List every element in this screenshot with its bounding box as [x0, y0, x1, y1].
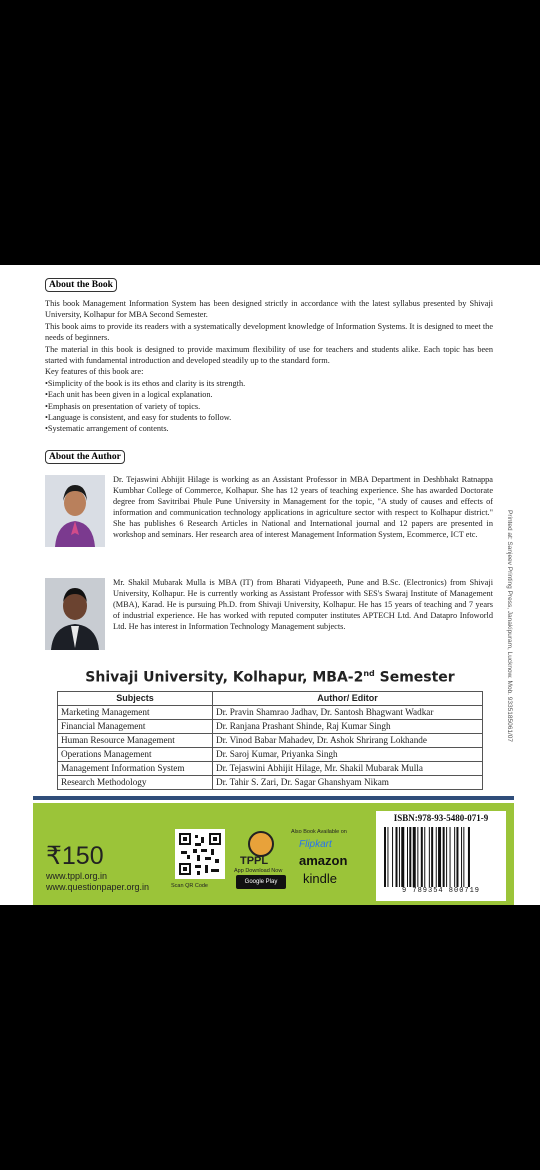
book-paragraph: This book aims to provide its readers with a systematically development knowledge of Information Systems. It is designed to meet the needs of beginners. [45, 321, 493, 343]
book-paragraph: This book Management Information System has been designed strictly in accordance with the latest syllabus presented by Shivaji University, Kolhapur for MBA Second Semester. [45, 299, 493, 320]
barcode-bar [436, 827, 437, 887]
google-play-badge: Google Play [236, 875, 286, 889]
barcode-bar [446, 827, 447, 887]
feature-item: • Emphasis on presentation of variety of topics. [45, 401, 493, 412]
barcode-bar [417, 827, 418, 887]
table-row [58, 762, 483, 776]
price: ₹150 [46, 842, 104, 870]
author-cell: Dr. Tahir S. Zari, Dr. Sagar Ghanshyam Nikam [213, 776, 483, 790]
feature-item: • Systematic arrangement of contents. [45, 423, 493, 434]
subject-cell: Operations Management [58, 748, 213, 762]
about-book-body [45, 298, 493, 435]
subject-cell: Financial Management [58, 720, 213, 734]
author-header: Author/ Editor [213, 692, 483, 706]
table-title-main: Shivaji University, Kolhapur, MBA-2 [85, 669, 364, 686]
author-cell: Dr. Ranjana Prashant Shinde, Raj Kumar Singh [213, 720, 483, 734]
author-photo [45, 578, 105, 650]
barcode-bar [438, 827, 441, 887]
subject-cell: Management Information System [58, 762, 213, 776]
app-download-text: App Download Now [234, 868, 283, 874]
author-cell: Dr. Vinod Babar Mahadev, Dr. Ashok Shrirang Lokhande [213, 734, 483, 748]
about-book-heading: About the Book [45, 278, 117, 292]
website-link: www.tppl.org.in [46, 871, 108, 881]
table-row [58, 720, 483, 734]
website-links [46, 871, 149, 893]
barcode-number: 9 789354 800719 [401, 887, 480, 895]
barcode-bar [399, 827, 400, 887]
printer-info: Printed at: Sanjeev Printing Press, Janakipuram, Lucknow. Mob. 9335185061/07 [506, 510, 513, 742]
barcode-bar [454, 827, 455, 887]
book-paragraph: The material in this book is designed to provide maximum flexibility of use for teachers and students alike. Each topic has been started with fundamental introduction and developed steadily up to the standard form. [45, 344, 493, 366]
feature-item: • Language is consistent, and easy for students to follow. [45, 412, 493, 423]
table-header-row [58, 692, 483, 706]
barcode-bar [443, 827, 445, 887]
table-title-sup: nd [363, 669, 375, 678]
table-title-tail: Semester [374, 669, 455, 686]
amazon-logo: amazon [299, 853, 348, 868]
barcode-bar [401, 827, 404, 887]
barcode-bar [431, 827, 433, 887]
table-row [58, 734, 483, 748]
table-row [58, 776, 483, 790]
isbn-label: ISBN:978-93-5480-071-9 [393, 813, 489, 823]
table-row [58, 706, 483, 720]
qr-code-icon [175, 829, 225, 879]
barcode-bar [468, 827, 470, 887]
barcode-bar [396, 827, 398, 887]
subject-cell: Marketing Management [58, 706, 213, 720]
subjects-table [57, 691, 483, 790]
also-available-text: Also Book Available on [291, 829, 347, 835]
feature-item: • Each unit has been given in a logical explanation. [45, 389, 493, 400]
tppl-label: TPPL [240, 855, 269, 867]
author-photo [45, 475, 105, 547]
author-cell: Dr. Pravin Shamrao Jadhav, Dr. Santosh Bhagwant Wadkar [213, 706, 483, 720]
features-list [45, 378, 493, 435]
qr-caption: Scan QR Code [171, 883, 208, 889]
author-cell: Dr. Saroj Kumar, Priyanka Singh [213, 748, 483, 762]
flipkart-logo: Flipkart [299, 839, 332, 850]
barcode-bar [463, 827, 464, 887]
barcode-bar [421, 827, 423, 887]
barcode-icon [382, 827, 500, 887]
barcode-bar [384, 827, 386, 887]
subject-cell: Research Methodology [58, 776, 213, 790]
barcode-bar [407, 827, 408, 887]
barcode-bar [456, 827, 458, 887]
subject-cell: Human Resource Management [58, 734, 213, 748]
table-title [0, 669, 540, 686]
isbn-box [376, 811, 506, 901]
kindle-logo: kindle [303, 871, 337, 886]
barcode-bar [450, 827, 451, 887]
author-bio: Dr. Tejaswini Abhijit Hilage is working as an Assistant Professor in MBA Department in Deshbhakt Ratnappa Kumbhar College of Commerce, Kolhapur. She has 12 years of teaching experience. She has awarded Doctorate degree from Savitribai Phule Pune University in Management for the topic, "A study of causes and effects of information and communication technology applications in agriculture sector with respect to Kolhapur district." She has publishes 6 Research Articles in National and International journal and 12 papers are presented in workshop and seminars. Her research area of interest Management Information System, Ecommerce, ICT etc. [113, 475, 493, 539]
barcode-bar [461, 827, 462, 887]
barcode-bar [392, 827, 393, 887]
barcode-bar [429, 827, 430, 887]
barcode-bar [424, 827, 425, 887]
subjects-header: Subjects [58, 692, 213, 706]
author-bio: Mr. Shakil Mubarak Mulla is MBA (IT) from Bharati Vidyapeeth, Pune and B.Sc. (Electronics) from Shivaji University, Kolhapur. He is currently working as Assistant Professor with SES's Swaraj Institute of Management (MBA), Karad. He is pursuing Ph.D. from Shivaji University, Kolhapur. He has 15 years of teaching and 7 years of industrial experience. He has worked with reputed computer institutes APTECH Ltd. And Datapro Infoworld Ltd. He has interest in Information Technology Management subjects. [113, 578, 493, 631]
feature-item: • Simplicity of the book is its ethos and clarity is its strength. [45, 378, 493, 389]
tppl-logo-icon [248, 831, 274, 857]
barcode-bar [387, 827, 388, 887]
footer-panel [33, 803, 514, 905]
barcode-bar [413, 827, 416, 887]
website-link: www.questionpaper.org.in [46, 882, 150, 892]
author-cell: Dr. Tejaswini Abhijit Hilage, Mr. Shakil Mubarak Mulla [213, 762, 483, 776]
table-row [58, 748, 483, 762]
divider-bar [33, 796, 514, 800]
about-author-heading: About the Author [45, 450, 125, 464]
barcode-bar [409, 827, 411, 887]
book-paragraph: Key features of this book are: [45, 367, 144, 377]
